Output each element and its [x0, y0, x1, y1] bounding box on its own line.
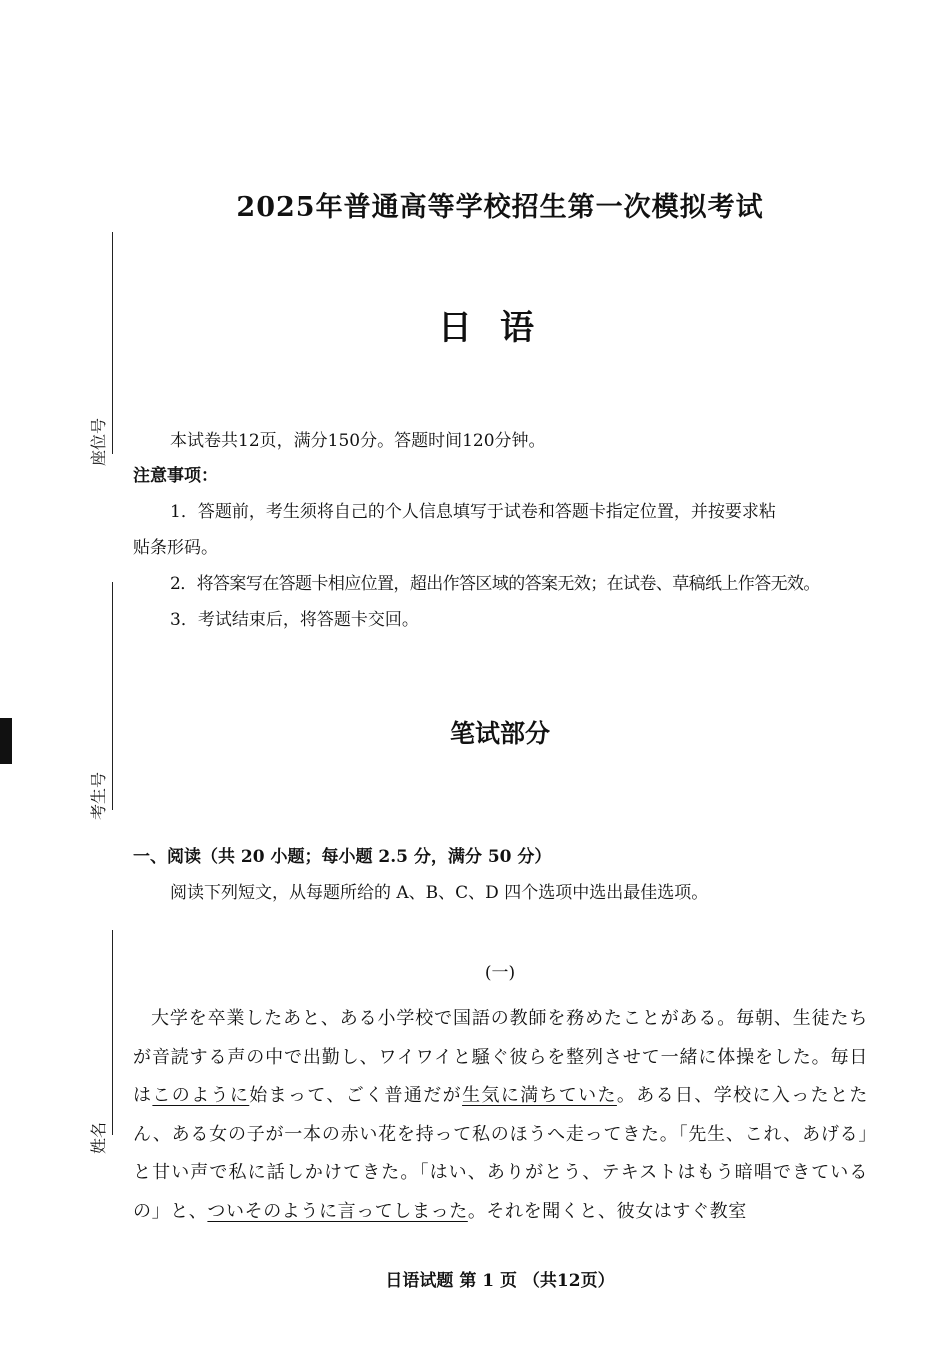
notes-heading: 注意事项： [133, 466, 218, 486]
passage-text: 。それを聞くと、彼女はすぐ教室 [467, 1200, 747, 1222]
underlined-phrase-1: このように [152, 1085, 250, 1106]
intro-text: 本试卷共12页，满分150分。答题时间120分钟。 [170, 431, 546, 451]
page-footer: 日语试题 第 1 页 （共12页） [385, 1271, 615, 1291]
passage-text: 。ある日、学校に入ったとたん、ある女の子が一本の赤い花を持って私のほうへ走ってきた。「先生、これ、あげる」と甘い声で私に話しかけてきた。「はい、ありがとう、テキストはもう暗唱できているの」と、 [133, 1085, 868, 1222]
note-2: 2．将答案写在答题卡相应位置，超出作答区域的答案无效；在试卷、草稿纸上作答无效。 [170, 574, 820, 594]
name-label: 姓名 [89, 1121, 108, 1154]
reading-passage [133, 1000, 868, 1231]
note-1: 1．答题前，考生须将自己的个人信息填写于试卷和答题卡指定位置，并按要求粘 [170, 502, 776, 522]
part1-heading: 一、阅读（共 20 小题；每小题 2.5 分，满分 50 分） [133, 847, 552, 867]
section-title: 笔试部分 [449, 719, 550, 748]
underlined-phrase-2: 生気に満ちていた [462, 1085, 617, 1106]
note-1-cont: 贴条形码。 [133, 538, 218, 558]
exam-number-line [112, 582, 113, 810]
subject-title: 日语 [438, 308, 562, 348]
passage-text: 大学を卒業したあと、ある小学校で国語の教師を務めたことがある。毎朝、生徒たちが音読する声の中で出勤し、ワイワイと騒ぐ彼らを整列させて一緒に体操をした。毎日は [133, 1008, 868, 1106]
passage-number: (一) [484, 963, 516, 983]
exam-title: 2025年普通高等学校招生第一次模拟考试 [236, 192, 764, 223]
passage-text: 始まって、ごく普通だが [249, 1085, 463, 1106]
underlined-phrase-3: ついそのように言ってしまった [207, 1200, 468, 1222]
seat-number-label: 座位号 [89, 417, 108, 466]
note-3: 3．考试结束后，将答题卡交回。 [170, 610, 419, 630]
part1-instruction: 阅读下列短文，从每题所给的 A、B、C、D 四个选项中选出最佳选项。 [170, 883, 709, 903]
exam-number-label: 考生号 [89, 771, 108, 820]
